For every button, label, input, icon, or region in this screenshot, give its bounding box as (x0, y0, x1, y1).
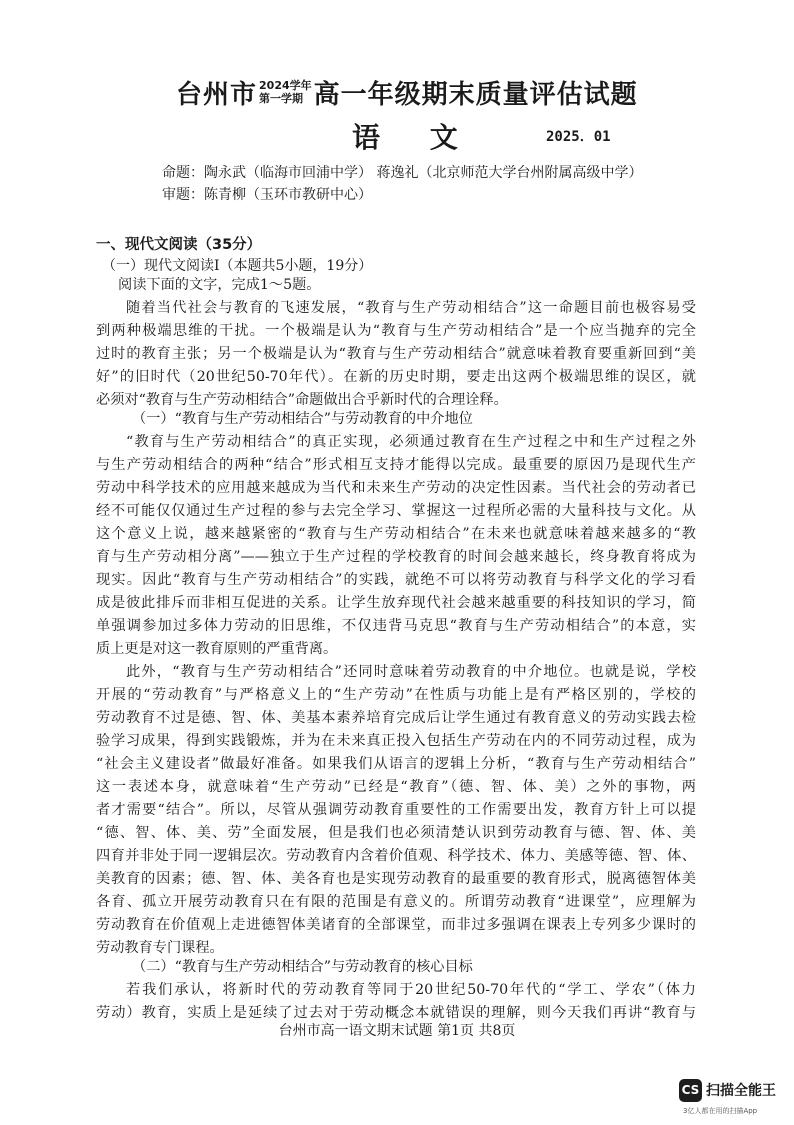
term-semester: 第一学期 (259, 92, 304, 105)
exam-date: 2025．01 (546, 129, 611, 145)
term-year: 2024学年 (259, 79, 312, 92)
reviewer-line: 审题：陈青柳（玉环市教研中心） (162, 187, 372, 203)
passage-line: 各育、孤立开展劳动教育只在有限的范围是有意义的。所谓劳动教育“进课堂”，应理解为 (96, 894, 696, 910)
camscanner-tagline: 3亿人都在用的扫描App (683, 1107, 758, 1115)
passage-line: “教育与生产劳动相结合”的真正实现，必须通过教育在生产过程之中和生产过程之外 (126, 434, 696, 450)
passage-line: 四育并非处于同一逻辑层次。劳动教育内含着价值观、科学技术、体力、美感等德、智、体、 (96, 848, 696, 864)
passage-line: 到两种极端思维的干扰。一个极端是认为“教育与生产劳动相结合”是一个应当抛弃的完全 (96, 323, 696, 339)
passage-line: 必须对“教育与生产劳动相结合”命题做出合乎新时代的合理诠释。 (96, 392, 508, 408)
exam-title (176, 72, 638, 112)
passage-line: 成是彼此排斥而非相互促进的关系。让学生放弃现代社会越来越重要的科技知识的学习，简 (96, 595, 696, 611)
title-rest: 高一年级期末质量评估试题 (313, 79, 638, 110)
passage-line: 劳动中科学技术的应用越来越成为当代和未来生产劳动的决定性因素。当代社会的劳动者已 (96, 480, 696, 496)
passage-line: 验学习成果，得到实践锻炼，并为在未来真正投入包括生产劳动在内的不同劳动过程，成为 (96, 733, 696, 749)
term-label (259, 79, 312, 105)
passage-line: 这一表述本身，就意味着“生产劳动”已经是“教育”（德、智、体、美）之外的事物，两 (96, 779, 696, 795)
authors-line: 命题：陶永武（临海市回浦中学） 蒋逸礼（北京师范大学台州附属高级中学） (162, 165, 643, 181)
passage-line: 若我们承认，将新时代的劳动教育等同于20世纪50-70年代的“学工、学农”（体力 (126, 982, 696, 998)
page-footer: 台州市高一语文期末试题 第1页 共8页 (278, 1023, 516, 1039)
passage-line: 这个意义上说，越来越紧密的“教育与生产劳动相结合”在未来也就意味着越来越多的“教 (96, 526, 696, 542)
passage-line: 随着当代社会与教育的飞速发展，“教育与生产劳动相结合”这一命题目前也极容易受 (126, 300, 696, 316)
passage-line: “德、智、体、美、劳”全面发展，但是我们也必须清楚认识到劳动教育与德、智、体、美 (96, 825, 696, 841)
subsection-heading: （一）现代文阅读Ⅰ（本题共5小题，19分） (102, 258, 373, 274)
subject-title: 语 文 (352, 121, 478, 154)
passage-line: 经不可能仅仅通过生产过程的参与去完全学习、掌握这一过程所必需的大量科技与文化。从 (96, 503, 696, 519)
passage-line: “社会主义建设者”做最好准备。如果我们从语言的逻辑上分析，“教育与生产劳动相结合” (96, 756, 696, 772)
passage-line: 单强调参加过多体力劳动的旧思维，不仅违背马克思“教育与生产劳动相结合”的本意，实 (96, 618, 696, 634)
passage-subheading: （二）“教育与生产劳动相结合”与劳动教育的核心目标 (132, 959, 473, 975)
passage-line: 质上更是对这一教育原则的严重背离。 (96, 641, 338, 657)
passage-line: 此外，“教育与生产劳动相结合”还同时意味着劳动教育的中介地位。也就是说，学校 (126, 664, 696, 680)
passage-line: 劳动教育专门课程。 (96, 940, 224, 956)
passage-line: 劳动教育在价值观上走进德智体美诸育的全部课堂，而非过多强调在课表上专列多少课时的 (96, 917, 696, 933)
camscanner-logo-icon: CS (679, 1079, 702, 1102)
passage-line: 与生产劳动相结合的两种“结合”形式相互支持才能得以完成。最重要的原因乃是现代生产 (96, 457, 696, 473)
passage-line: 阅读下面的文字，完成1～5题。 (118, 277, 321, 293)
camscanner-name: 扫描全能王 (706, 1083, 776, 1099)
passage-line: 劳动）教育，实质上是延续了过去对于劳动概念本就错误的理解，则今天我们再讲“教育与 (96, 1005, 696, 1021)
passage-line: 劳动教育不过是德、智、体、美基本素养培育完成后让学生通过有教育意义的劳动实践去检 (96, 710, 696, 726)
section-heading: 一、现代文阅读（35分） (96, 237, 262, 253)
passage-line: 好”的旧时代（20世纪50-70年代）。在新的历史时期，要走出这两个极端思维的误区，就 (96, 369, 696, 385)
passage-line: 现实。因此“教育与生产劳动相结合”的实践，就绝不可以将劳动教育与科学文化的学习看 (96, 572, 696, 588)
passage-line: 美教育的因素；德、智、体、美各育也是实现劳动教育的最重要的教育形式，脱离德智体美 (96, 871, 696, 887)
title-city: 台州市 (176, 79, 258, 110)
passage-line: 育与生产劳动相分离”——独立于生产过程的学校教育的时间会越来越长，终身教育将成为 (96, 549, 696, 565)
passage-line: 开展的“劳动教育”与严格意义上的“生产劳动”在性质与功能上是有严格区别的，学校的 (96, 687, 696, 703)
passage-line: 者才需要“结合”。所以，尽管从强调劳动教育重要性的工作需要出发，教育方针上可以提 (96, 802, 696, 818)
passage-line: 过时的教育主张；另一个极端是认为“教育与生产劳动相结合”就意味着教育要重新回到“美 (96, 346, 696, 362)
passage-subheading: （一）“教育与生产劳动相结合”与劳动教育的中介地位 (132, 411, 473, 427)
